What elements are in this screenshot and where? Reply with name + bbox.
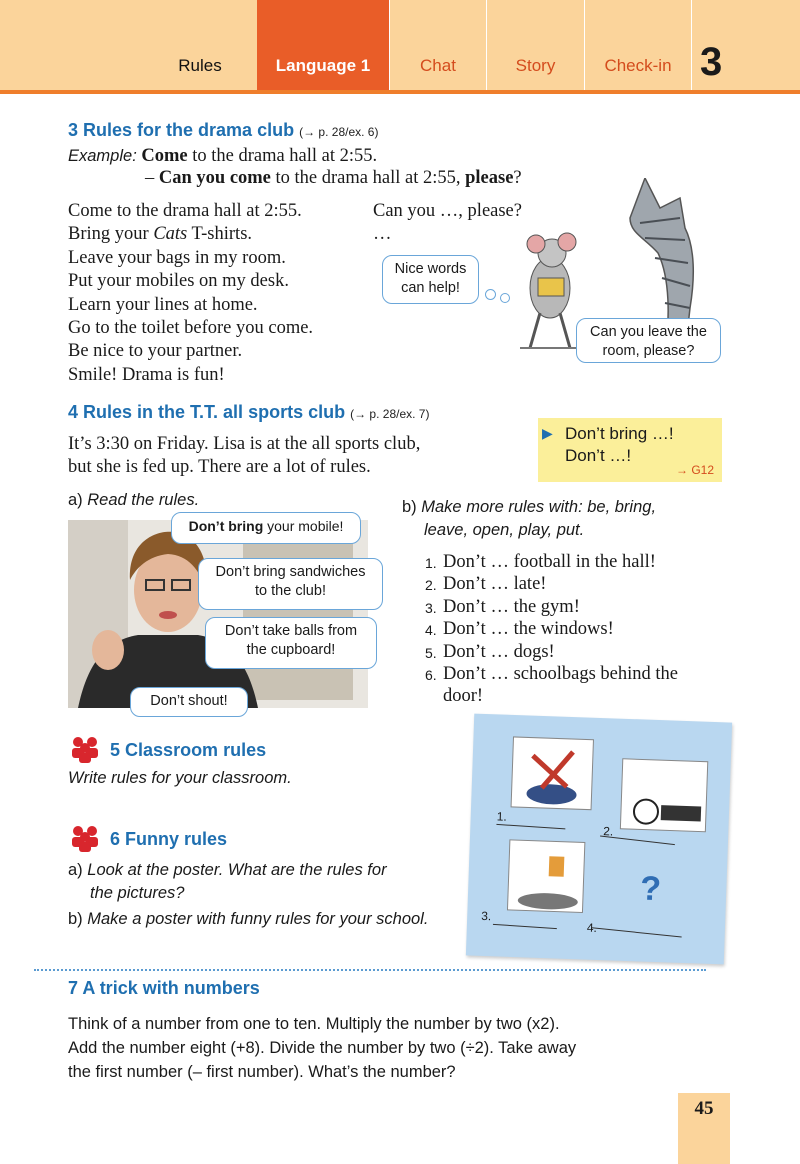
part-label: a): [68, 491, 83, 509]
list-item: [403, 663, 678, 685]
part-a-instruction: Read the rules.: [87, 491, 200, 509]
grammar-note-text: [565, 423, 674, 467]
poster-label: 3.: [480, 908, 492, 924]
item-text: door!: [443, 686, 484, 707]
part-b-instruction: leave, open, play, put.: [424, 521, 585, 539]
tab-rules[interactable]: Rules: [178, 56, 222, 75]
teacher-photo: [68, 520, 368, 708]
bubble-text: Don’t take balls from: [224, 623, 358, 639]
tab-chat[interactable]: Chat: [389, 0, 486, 90]
bubble-dont-bring-sandwiches: [198, 558, 383, 610]
trick-line: Add the number eight (+8). Divide the number by two (÷2). Take away: [68, 1039, 577, 1057]
rule-line: Smile! Drama is fun!: [68, 364, 225, 385]
item-number: 5.: [425, 644, 437, 661]
poster-question-mark: ?: [639, 869, 662, 909]
rule-line: Go to the toilet before you come.: [68, 318, 314, 339]
rule-italic-cats: Cats: [153, 224, 188, 245]
rule-line: [68, 223, 313, 246]
example-label: Example:: [68, 147, 137, 165]
ex3-title: Rules for the drama club: [83, 120, 295, 140]
bubble-dont-take-balls: [205, 617, 377, 669]
item-text: Don’t … the gym!: [443, 596, 580, 617]
bubble-leave-room: [576, 318, 721, 363]
item-number: 6.: [425, 667, 437, 684]
bubble-text: Don’t shout!: [150, 693, 228, 709]
poster-label: 2.: [603, 824, 614, 839]
ex3-example-line2: [145, 168, 522, 189]
thought-dot: [485, 289, 496, 300]
ex6-part-b: [68, 910, 428, 929]
nav-divider: [0, 90, 800, 94]
rule-text: Bring your: [68, 224, 149, 245]
bubble-text: Don’t bring sandwiches: [215, 564, 366, 580]
group-work-icon: [67, 733, 103, 763]
list-item: [403, 573, 678, 595]
example-bold-please: please: [465, 168, 514, 188]
prompt-line: Can you …, please?: [373, 201, 522, 221]
list-item: [403, 551, 678, 573]
bubble-text: to the club!: [255, 583, 326, 599]
ex4-heading: [68, 402, 429, 423]
part-label: b): [402, 498, 417, 516]
item-text: Don’t … schoolbags behind the: [443, 664, 678, 685]
tab-check-in[interactable]: Check-in: [584, 0, 692, 90]
ex3-ref: (→ p. 28/ex. 6): [299, 125, 379, 139]
rule-line: Learn your lines at home.: [68, 294, 258, 315]
page-number: 45: [694, 1098, 714, 1119]
intro-line: but she is fed up. There are a lot of rules.: [68, 457, 371, 477]
ex3-example-line1: [68, 146, 377, 167]
bubble-text: your mobile!: [267, 518, 344, 534]
poster-drawings: [466, 714, 732, 965]
item-number: 2.: [425, 577, 437, 594]
rule-line: Come to the drama hall at 2:55.: [68, 201, 302, 221]
ex5-heading: [110, 740, 266, 761]
list-item: [403, 641, 678, 663]
example-bold-can-you-come: Can you come: [158, 168, 271, 188]
rule-line: Put your mobiles on my desk.: [68, 271, 289, 292]
play-arrow-icon: ▶: [542, 425, 553, 441]
item-number: 1.: [425, 555, 437, 571]
ex7-text: [68, 1012, 628, 1084]
part-b-instruction: Make more rules with: be, bring,: [421, 498, 657, 516]
part-a-instruction: Look at the poster. What are the rules for: [87, 861, 387, 879]
ex3-heading: [68, 120, 378, 141]
ex6-part-a: [68, 859, 387, 905]
ex4-part-a: [68, 491, 199, 510]
bubble-text: room, please?: [602, 343, 695, 359]
example-dash: –: [145, 168, 155, 188]
ex5-title: Classroom rules: [125, 740, 267, 760]
ex7-number: 7: [68, 978, 79, 998]
ex4-intro: [68, 433, 420, 479]
ex4-number: 4: [68, 402, 79, 422]
ex3-number: 3: [68, 120, 79, 140]
trick-line: Think of a number from one to ten. Multiply the number by two (x2).: [68, 1015, 560, 1033]
ex5-number: 5: [110, 740, 121, 760]
ex4-ref: (→ p. 28/ex. 7): [350, 407, 430, 421]
item-text: Don’t … late!: [443, 574, 547, 595]
bubble-text: the cupboard!: [246, 642, 336, 658]
bubble-dont-shout: [130, 687, 248, 717]
part-label: a): [68, 861, 83, 879]
list-item: [403, 618, 678, 640]
group-work-icon: [67, 822, 103, 852]
thought-dot: [500, 293, 510, 303]
mouse-sign: [538, 278, 564, 296]
item-text: Don’t … football in the hall!: [443, 552, 656, 572]
intro-line: It’s 3:30 on Friday. Lisa is at the all sports club,: [68, 434, 421, 454]
part-label: b): [68, 910, 83, 928]
bubble-text: can help!: [401, 280, 460, 296]
bubble-dont-bring-mobile: [171, 512, 361, 544]
item-text: Don’t … dogs!: [443, 641, 555, 662]
item-text: Don’t … the windows!: [443, 619, 614, 640]
poster-label: 4.: [586, 920, 598, 935]
unit-number: 3: [700, 40, 723, 84]
trick-line: the first number (– first number). What’s the number?: [68, 1063, 456, 1081]
rule-text: T-shirts.: [191, 224, 253, 245]
ex4-part-b: [402, 496, 656, 542]
ex3-rules-list: [68, 200, 313, 387]
tab-language-active[interactable]: Language 1: [257, 0, 389, 90]
ex5-instruction: Write rules for your classroom.: [68, 769, 292, 787]
ex4-items-list: [403, 551, 678, 708]
bubble-text: Can you leave the: [590, 324, 707, 340]
ex6-heading: [110, 829, 227, 850]
mouse-ear: [527, 235, 545, 253]
example-rest: to the drama hall at 2:55.: [192, 146, 378, 166]
ex4-title: Rules in the T.T. all sports club: [83, 402, 346, 422]
ex7-heading: [68, 978, 260, 999]
grammar-ref-link[interactable]: → G12: [676, 463, 715, 477]
list-item: [403, 596, 678, 618]
bubble-nice-words: [382, 255, 479, 304]
part-a-instruction: the pictures?: [90, 884, 185, 902]
tab-story[interactable]: Story: [486, 0, 584, 90]
part-b-instruction: Make a poster with funny rules for your school.: [87, 910, 429, 928]
example-bold-come: Come: [141, 146, 188, 166]
note-line: Don’t …!: [565, 446, 632, 465]
bubble-bold-text: Don’t bring: [188, 518, 264, 534]
list-item-continuation: [403, 685, 678, 707]
rule-line: Leave your bags in my room.: [68, 247, 286, 268]
bubble-text: Nice words: [394, 261, 467, 277]
funny-rules-poster: [466, 714, 732, 965]
ex6-number: 6: [110, 829, 121, 849]
item-number: 3.: [425, 599, 437, 616]
note-line: Don’t bring …!: [565, 424, 674, 443]
rule-line: Be nice to your partner.: [68, 341, 243, 362]
section-divider: [34, 969, 706, 971]
example-end: ?: [513, 168, 522, 188]
ex6-title: Funny rules: [125, 829, 228, 849]
example-mid: to the drama hall at 2:55,: [275, 168, 461, 188]
poster-label: 1.: [496, 809, 507, 824]
item-number: 4.: [425, 622, 437, 639]
prompt-ellipsis: …: [373, 224, 392, 245]
mouse-ear: [558, 233, 576, 251]
ex7-title: A trick with numbers: [82, 978, 260, 998]
